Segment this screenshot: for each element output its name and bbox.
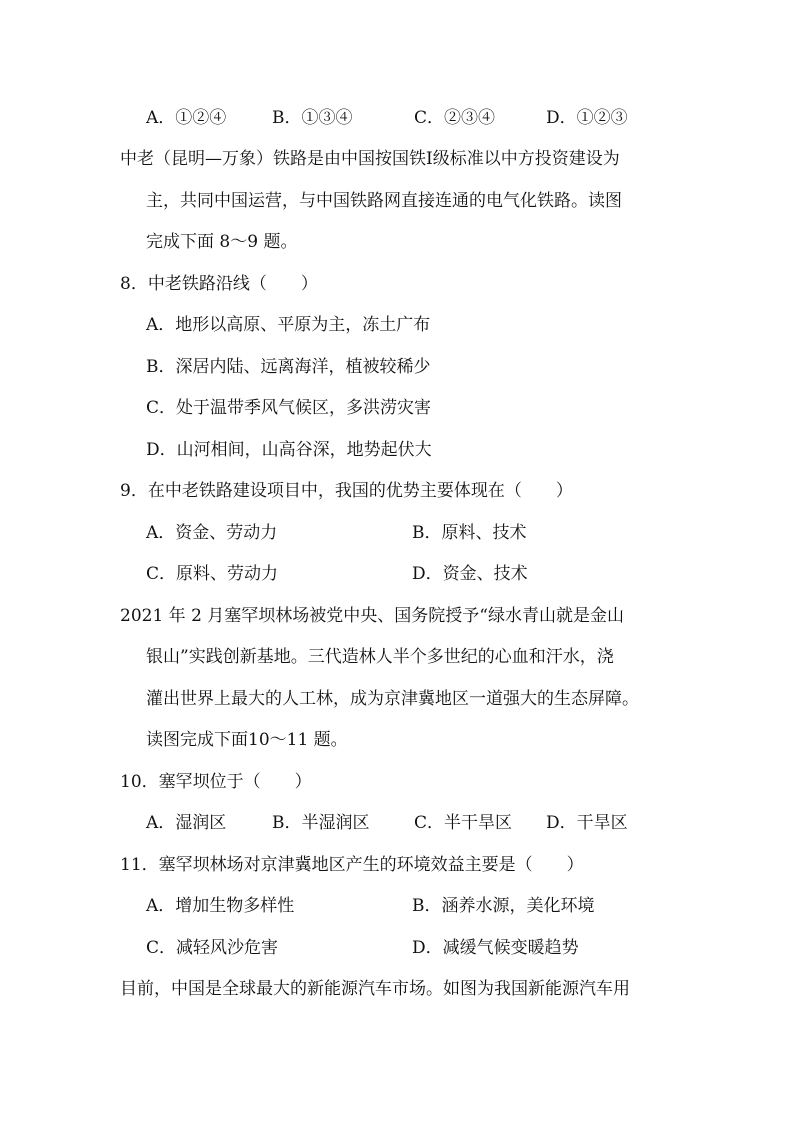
intro-8-9-line2: 主，共同中国运营，与中国铁路网直接连通的电气化铁路。读图 <box>146 191 622 211</box>
q9-option-d: D．资金、技术 <box>412 564 528 584</box>
q10-option-c: C．半干旱区 <box>414 813 513 833</box>
intro-10-11-line2: 银山”实践创新基地。三代造林人半个多世纪的心血和汗水，浇 <box>146 647 614 667</box>
q10-option-a: A．湿润区 <box>146 813 227 833</box>
intro-8-9-line1: 中老（昆明—万象）铁路是由中国按国铁Ⅰ级标准以中方投资建设为 <box>120 149 620 169</box>
q8-option-d: D．山河相间，山高谷深，地势起伏大 <box>146 440 432 460</box>
q8-stem: 8．中老铁路沿线（ ） <box>120 274 318 294</box>
q9-option-a: A．资金、劳动力 <box>146 523 278 543</box>
q9-option-b: B．原料、技术 <box>412 523 527 543</box>
q8-option-c: C．处于温带季风气候区，多洪涝灾害 <box>146 398 432 418</box>
q11-stem: 11．塞罕坝林场对京津冀地区产生的环境效益主要是（ ） <box>120 855 584 875</box>
q10-option-d: D．干旱区 <box>546 813 628 833</box>
q9-stem: 9．在中老铁路建设项目中，我国的优势主要体现在（ ） <box>120 481 573 501</box>
q7-option-d: D．①②③ <box>546 108 628 128</box>
q9-option-c: C．原料、劳动力 <box>146 564 279 584</box>
intro-10-11-line3: 灌出世界上最大的人工林，成为京津冀地区一道强大的生态屏障。 <box>146 689 639 709</box>
q8-option-a: A．地形以高原、平原为主，冻土广布 <box>146 315 431 335</box>
q10-stem: 10．塞罕坝位于（ ） <box>120 772 312 792</box>
q11-option-b: B．涵养水源，美化环境 <box>412 896 595 916</box>
q11-option-d: D．减缓气候变暖趋势 <box>412 938 579 958</box>
intro-next-line1: 目前，中国是全球最大的新能源汽车市场。如图为我国新能源汽车用 <box>120 979 630 999</box>
q7-option-c: C．②③④ <box>414 108 496 128</box>
intro-8-9-line3: 完成下面 8～9 题。 <box>146 232 298 252</box>
q11-option-c: C．减轻风沙危害 <box>146 938 279 958</box>
q10-option-b: B．半湿润区 <box>272 813 370 833</box>
q11-option-a: A．增加生物多样性 <box>146 896 295 916</box>
intro-10-11-line1: 2021 年 2 月塞罕坝林场被党中央、国务院授予“绿水青山就是金山 <box>120 606 624 626</box>
q7-option-b: B．①③④ <box>272 108 353 128</box>
intro-10-11-line4: 读图完成下面10～11 题。 <box>146 730 348 750</box>
q8-option-b: B．深居内陆、远离海洋，植被较稀少 <box>146 357 431 377</box>
q7-option-a: A．①②④ <box>146 108 227 128</box>
